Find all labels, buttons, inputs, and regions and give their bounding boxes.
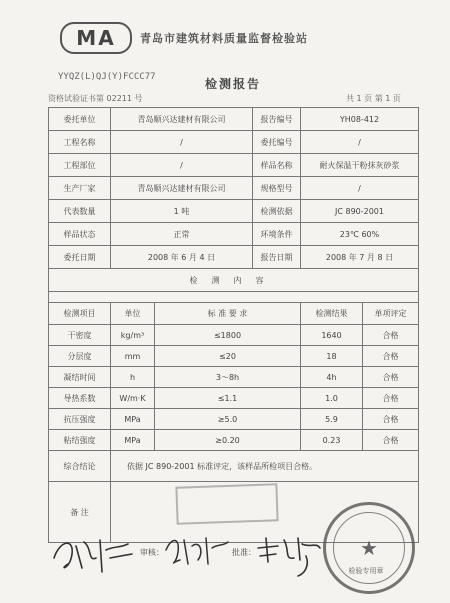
spacer-row [49, 292, 419, 303]
test-standard: ≤1800 [155, 325, 301, 346]
field-label: 委托日期 [49, 246, 111, 269]
test-unit: mm [111, 346, 155, 367]
test-item: 抗压强度 [49, 409, 111, 430]
field-value: 青岛顺兴达建材有限公司 [111, 177, 253, 200]
field-value: 青岛顺兴达建材有限公司 [111, 108, 253, 131]
info-row [49, 108, 419, 131]
test-item: 导热系数 [49, 388, 111, 409]
col-header-result: 检测结果 [301, 303, 363, 325]
info-row [49, 131, 419, 154]
approver-label: 批准： [232, 548, 256, 557]
test-row [49, 388, 419, 409]
test-row [49, 346, 419, 367]
conclusion-text: 依据 JC 890-2001 标准评定，该样品所检项目合格。 [111, 451, 419, 482]
field-value: / [111, 154, 253, 177]
contents-header-row [49, 269, 419, 292]
field-label: 规格型号 [253, 177, 301, 200]
test-item: 干密度 [49, 325, 111, 346]
info-row [49, 246, 419, 269]
test-result: 0.23 [301, 430, 363, 451]
tester-signature [48, 528, 138, 578]
field-label: 委托单位 [49, 108, 111, 131]
field-label: 报告日期 [253, 246, 301, 269]
test-unit: kg/m³ [111, 325, 155, 346]
field-label: 生产厂家 [49, 177, 111, 200]
test-result: 4h [301, 367, 363, 388]
info-row [49, 200, 419, 223]
reviewer-label: 审核： [140, 548, 164, 557]
field-value: 2008 年 7 月 8 日 [301, 246, 419, 269]
document-number: YYQZ(L)QJ(Y)FCCC77 [58, 72, 156, 82]
field-label: 代表数量 [49, 200, 111, 223]
field-value: YH08-412 [301, 108, 419, 131]
reviewer-signature [162, 530, 232, 570]
test-verdict: 合格 [363, 409, 419, 430]
test-result: 18 [301, 346, 363, 367]
field-value: 23℃ 60% [301, 223, 419, 246]
col-header-unit: 单位 [111, 303, 155, 325]
field-value: 正常 [111, 223, 253, 246]
conclusion-row [49, 451, 419, 482]
test-row [49, 409, 419, 430]
field-value: JC 890-2001 [301, 200, 419, 223]
station-name: 青岛市建筑材料质量监督检验站 [140, 32, 308, 45]
report-title: 检测报告 [205, 77, 262, 91]
test-result: 5.9 [301, 409, 363, 430]
test-unit: h [111, 367, 155, 388]
field-label: 环境条件 [253, 223, 301, 246]
test-standard: ≤20 [155, 346, 301, 367]
test-row [49, 367, 419, 388]
report-table [48, 107, 419, 543]
remarks-label: 备 注 [49, 482, 111, 543]
field-label: 工程名称 [49, 131, 111, 154]
field-value: 2008 年 6 月 4 日 [111, 246, 253, 269]
conclusion-label: 综合结论 [49, 451, 111, 482]
field-label: 样品状态 [49, 223, 111, 246]
test-unit: MPa [111, 409, 155, 430]
test-verdict: 合格 [363, 388, 419, 409]
test-standard: ≤1.1 [155, 388, 301, 409]
field-label: 工程部位 [49, 154, 111, 177]
field-label: 检测依据 [253, 200, 301, 223]
col-header-standard: 标 准 要 求 [155, 303, 301, 325]
test-result: 1640 [301, 325, 363, 346]
test-result: 1.0 [301, 388, 363, 409]
test-standard: 3～8h [155, 367, 301, 388]
test-header-row [49, 303, 419, 325]
ma-certification-logo: MA [60, 22, 132, 54]
official-seal [323, 502, 415, 594]
page-info: 共 1 页 第 1 页 [346, 94, 401, 103]
seal-star-icon: ★ [333, 512, 405, 584]
test-standard: ≥5.0 [155, 409, 301, 430]
info-row [49, 154, 419, 177]
test-item: 分层度 [49, 346, 111, 367]
seal-text: 检验专用章 [348, 567, 384, 575]
test-row [49, 430, 419, 451]
info-row [49, 177, 419, 200]
field-label: 样品名称 [253, 154, 301, 177]
field-label: 报告编号 [253, 108, 301, 131]
field-value: 耐火保温干粉抹灰砂浆 [301, 154, 419, 177]
test-unit: MPa [111, 430, 155, 451]
field-value: / [301, 177, 419, 200]
field-value: 1 吨 [111, 200, 253, 223]
test-verdict: 合格 [363, 430, 419, 451]
test-item: 凝结时间 [49, 367, 111, 388]
test-verdict: 合格 [363, 346, 419, 367]
inspection-stamp [175, 483, 278, 525]
test-verdict: 合格 [363, 325, 419, 346]
test-item: 粘结强度 [49, 430, 111, 451]
approver-signature [254, 530, 324, 580]
test-verdict: 合格 [363, 367, 419, 388]
col-header-item: 检测项目 [49, 303, 111, 325]
info-row [49, 223, 419, 246]
field-label: 委托编号 [253, 131, 301, 154]
test-standard: ≥0.20 [155, 430, 301, 451]
certificate-line: 资格试验证书第 02211 号 [48, 94, 143, 103]
spacer-cell [49, 292, 419, 303]
contents-label: 检测内容 [49, 269, 419, 292]
field-value: / [301, 131, 419, 154]
test-unit: W/m·K [111, 388, 155, 409]
col-header-verdict: 单项评定 [363, 303, 419, 325]
field-value: / [111, 131, 253, 154]
test-row [49, 325, 419, 346]
